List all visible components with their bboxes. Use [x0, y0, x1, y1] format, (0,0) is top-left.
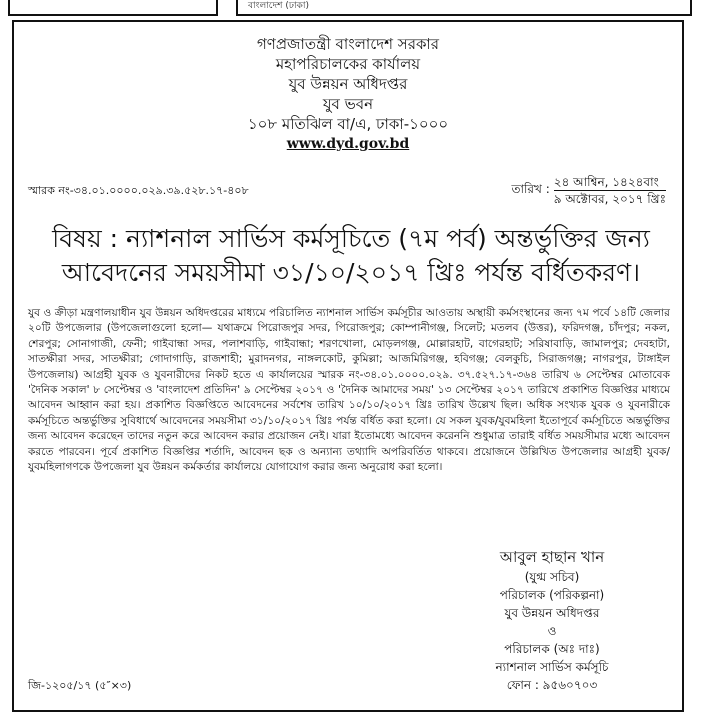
- top-strip-text: বাংলাদেশ (ঢাকা): [248, 1, 309, 11]
- header-block: [14, 34, 682, 154]
- signatory-title-2: পরিচালক (অঃ দাঃ): [504, 642, 600, 656]
- date-block: [512, 174, 666, 207]
- government-name: গণপ্রজাতন্ত্রী বাংলাদেশ সরকার: [256, 35, 440, 53]
- signatory-name: আবুল হাছান খান: [499, 548, 605, 566]
- date-english: ৯ অক্টোবর, ২০১৭ খ্রিঃ: [553, 192, 666, 206]
- signatory-org: যুব উন্নয়ন অধিদপ্তর: [504, 606, 600, 620]
- notice-frame: [12, 20, 684, 712]
- ad-reference: জি-১২০৫/১৭ (৫″×৩): [28, 679, 132, 692]
- memo-number: স্মারক নং-৩৪.০১.০০০০.০২৯.৩৯.৫২৮.১৭-৪০৮: [28, 184, 249, 197]
- top-box-left: [8, 0, 218, 16]
- subject-text: ন্যাশনাল সার্ভিস কর্মসূচিতে (৭ম পর্ব) অন্তর্ভুক্তির জন্য আবেদনের সময়সীমা ৩১/১০/২০১৭ খ্রিঃ পর্যন্ত বর্ধিতকরণ।: [61, 224, 650, 287]
- body-paragraph: যুব ও ক্রীড়া মন্ত্রণালয়াধীন যুব উন্নয়ন অধিদপ্তরের মাধ্যমে পরিচালিত ন্যাশনাল সার্ভিস কর্মসূচীর আওতায় অস্থায়ী কর্মসংস্থানের জন্য ৭ম পর্বে ১৪টি জেলার ২০টি উপজেলার (উপজেলাগুলো হলো— যথাক্রমে পিরোজপুর সদর, পিরোজপুর; কোম্পানীগঞ্জ, সিলেট; মতলব (উত্তর), ফরিদগঞ্জ, চাঁদপুর; নকল, শেরপুর; সোনাগাজী, ফেনী; গাইবান্ধা সদর, পলাশবাড়ি, গাইবান্ধা; শরণখোলা, মোড়লগঞ্জ, মোল্লারহাট, বাগেরহাট; সরিষাবাড়ি, জামালপুর; দেবহাটা, সাতক্ষীরা সদর, সাতক্ষীরা; গোদাগাড়ি, রাজশাহী; মুরাদনগর, নাঙ্গলকোট, কুমিল্লা; আজমিরিগঞ্জ, হবিগঞ্জ; বেলকুচি, সিরাজগঞ্জ; নাগরপুর, টাঙ্গাইল উপজেলায়) আগ্রহী যুবক ও যুবনারীদের নিকট হতে এ কার্যালয়ের স্মারক নং-৩৪.০১.০০০০.০২৯. ৩৭.৫২৭.১৭-৩৬৪ তারিখ ৬ সেপ্টেম্বর মোতাবেক 'দৈনিক সকাল' ৮ সেপ্টেম্বর ও 'বাংলাদেশ প্রতিদিন' ৯ সেপ্টেম্বর ২০১৭ ও 'দৈনিক আমাদের সময়' ১৩ সেপ্টেম্বর ২০১৭ তারিখে প্রকাশিত বিজ্ঞপ্তির মাধ্যমে আবেদন আহ্বান করা হয়। প্রকাশিত বিজ্ঞপ্তিতে আবেদনের সর্বশেষ তারিখ ১০/১০/২০১৭ খ্রিঃ তারিখ উল্লেখ ছিল। অধিক সংখ্যক যুবক ও যুবনারীকে কর্মসূচিতে অন্তর্ভুক্তির সুবিধার্থে আবেদনের সময়সীমা ৩১/১০/২০১৭ খ্রিঃ পর্যন্ত বর্ধিত করা হলো। যে সকল যুবক/যুবমহিলা ইতোপূর্বে কর্মসূচিতে অন্তর্ভুক্তির জন্য আবেদন করেছেন তাদের নতুন করে আবেদন করার প্রয়োজন নেই। যারা ইতোমধ্যে আবেদন করেননি শুধুমাত্র তারাই বর্ধিত সময়সীমার মধ্যে আবেদন করতে পারবেন। পূর্বে প্রকাশিত বিজ্ঞপ্তির শর্তাদি, আবেদন ছক ও অন্যান্য তথ্যাদি অপরিবর্তিত থাকবে। প্রয়োজনে উল্লিখিত উপজেলার আগ্রহী যুবক/যুবমহিলাগণকে উপজেলা যুব উন্নয়ন কর্মকর্তার কার্যালয়ে যোগাযোগ করার জন্য অনুরোধ করা হলো।: [28, 307, 670, 474]
- signatory-phone: ফোন : ৯৫৬০৭০৩: [506, 678, 598, 692]
- date-bangla: ২৪ আশ্বিন, ১৪২৪বাং: [554, 174, 666, 191]
- top-box-right: [236, 0, 692, 16]
- signatory-rank: (যুগ্ম সচিব): [524, 570, 580, 584]
- office-name: মহাপরিচালকের কার্যালয়: [275, 55, 421, 73]
- building-name: যুব ভবন: [322, 95, 374, 113]
- signature-block: [462, 546, 642, 694]
- department-name: যুব উন্নয়ন অধিদপ্তর: [288, 75, 408, 93]
- signatory-conjunction: ও: [547, 624, 557, 638]
- date-label: তারিখ :: [511, 181, 550, 196]
- subject-line: [30, 222, 672, 290]
- subject-label: বিষয় :: [52, 224, 119, 253]
- website-link[interactable]: www.dyd.gov.bd: [286, 136, 410, 152]
- signatory-program: ন্যাশনাল সার্ভিস কর্মসূচি: [495, 660, 609, 674]
- address: ১০৮ মতিঝিল বা/এ, ঢাকা-১০০০: [247, 115, 449, 133]
- signatory-title-1: পরিচালক (পরিকল্পনা): [499, 588, 605, 602]
